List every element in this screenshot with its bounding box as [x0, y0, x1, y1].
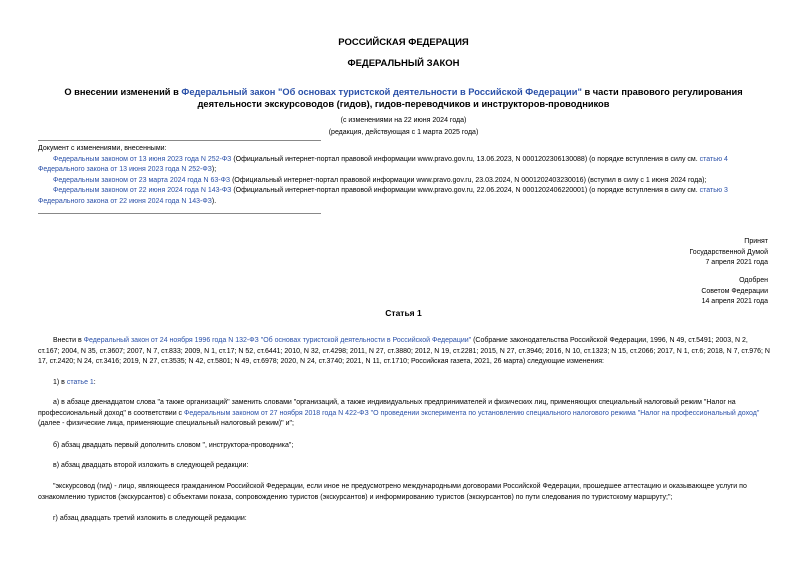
adopted-block — [600, 237, 768, 269]
changes-list — [38, 144, 770, 207]
paragraph-item-1 — [38, 378, 770, 389]
change-item-1-end: ); — [211, 166, 217, 173]
adopted-label: Принят — [744, 238, 768, 245]
change-item-1-text: (Официальный интернет-портал правовой информации www.pravo.gov.ru, 13.06.2023, N 0001202306130088) (о порядке вступления в силу см. — [231, 155, 700, 163]
intro-text-b: (Собрание законодательства Российской Федерации, 1996, N 49, ст.5491; 2003, N 2, ст.167; 2004, N 35, ст.3607; 2007, N 7, ст.833; 2009, N 1, ст.17; N 52, ст.6441; 2010, N 32, ст.4298; 2011, N 27, ст.3880; 2012, N 19, ст.2281; 2015, N 27, ст.3946; 2016, N 10, ст.1323; N 15, ст.2066; 2017, N 1, ст.6; 2018, N 7, ст.976; N 17, ст.2420; N 24, ст.3416; 2019, N 27, ст.3535; N 42, ст.5801; N 49, ст.6978; 2020, N 24, ст.3740; 2021, N 11, ст.1710; Российская газета, 2021, 26 марта) следующие изменения: — [38, 337, 770, 365]
paragraph-item-d: г) абзац двадцать третий изложить в следующей редакции: — [53, 515, 247, 522]
change-item-3 — [38, 186, 770, 207]
approved-date: 14 апреля 2021 года — [701, 298, 768, 305]
change-item-1-link2[interactable]: статью 4 Федерального закона от 13 июня 2023 года N 252-ФЗ — [38, 155, 728, 173]
paragraph-intro — [38, 336, 770, 368]
intro-law-link[interactable]: Федеральный закон от 24 ноября 1996 года N 132-ФЗ "Об основах туристской деятельности в Российской Федерации" — [83, 337, 472, 344]
title-prefix: О внесении изменений в — [64, 87, 182, 97]
item-a-text-b: (далее - физические лица, применяющие специальный налоговый режим)" и"; — [38, 420, 294, 427]
change-item-3-text: (Официальный интернет-портал правовой информации www.pravo.gov.ru, 22.06.2024, N 0001202406220001) (о порядке вступления в силу см. — [231, 187, 700, 194]
law-422-link[interactable]: Федеральным законом от 27 ноября 2018 года N 422-ФЗ "О проведении эксперимента по установлению специального налогового режима "Налог на профессиональный доход" — [184, 409, 760, 417]
changes-heading: Документ с изменениями, внесенными: — [38, 145, 167, 152]
article-1-link[interactable]: статье 1 — [66, 379, 94, 386]
revision-date: (с изменениями на 22 июня 2024 года) — [340, 117, 467, 124]
adopted-body: Государственной Думой — [689, 248, 768, 256]
change-item-2-link[interactable]: Федеральным законом от 23 марта 2024 года N 63-ФЗ — [53, 176, 231, 184]
approved-block — [600, 276, 768, 308]
adopted-date: 7 апреля 2021 года — [705, 259, 768, 266]
change-item-1-link[interactable]: Федеральным законом от 13 июня 2023 года N 252-ФЗ — [53, 155, 232, 163]
doc-type-heading: ФЕДЕРАЛЬНЫЙ ЗАКОН — [347, 58, 460, 69]
title-law-link[interactable]: Федеральный закон "Об основах туристской деятельности в Российской Федерации" — [181, 87, 582, 97]
change-item-2-text: (Официальный интернет-портал правовой информации www.pravo.gov.ru, 23.03.2024, N 0001202403230016) (вступил в силу с 1 июня 2024 года); — [230, 176, 707, 184]
paragraph-guide-definition: "экскурсовод (гид) - лицо, являющееся гражданином Российской Федерации, если иное не предусмотрено международными договорами Российской Федерации, прошедшее аттестацию и оказывающее услуги по ознакомлению туристов (экскурсантов) с объектами показа, сопровождению туристов (экскурсантов) и информированию туристов (экскурсантов) по пути следования по туристскому маршруту;"; — [38, 483, 747, 501]
item-1-text-b: : — [93, 379, 96, 386]
item-a-text-a: а) в абзаце двенадцатом слова "а также организаций" заменить словами "организаций, а также индивидуальных предпринимателей и физических лиц, применяющих специальный налоговый режим "Налог на профессиональный доход" в соответствии с — [38, 399, 736, 417]
approved-body: Советом Федерации — [701, 287, 768, 295]
change-item-3-link[interactable]: Федеральным законом от 22 июня 2024 года N 143-ФЗ — [53, 187, 232, 194]
change-item-2 — [38, 176, 770, 187]
intro-text-a: Внести в — [53, 337, 84, 344]
bottom-divider — [38, 213, 321, 214]
paragraph-item-b: б) абзац двадцать первый дополнить словом ", инструктора-проводника"; — [53, 442, 294, 449]
title-suffix: в части правового регулирования деятельности экскурсоводов (гидов), гидов-переводчиков и инструкторов-проводников — [197, 87, 743, 109]
paragraph-item-a — [38, 398, 770, 430]
revision-effective: (редакция, действующая с 1 марта 2025 года) — [328, 129, 479, 136]
change-item-1 — [38, 155, 770, 176]
country-heading: РОССИЙСКАЯ ФЕДЕРАЦИЯ — [338, 37, 469, 48]
paragraph-item-c: в) абзац двадцать второй изложить в следующей редакции: — [53, 462, 249, 469]
law-title — [40, 86, 767, 110]
approved-label: Одобрен — [739, 277, 768, 284]
top-divider — [38, 140, 321, 141]
item-1-text-a: 1) в — [53, 379, 67, 386]
change-item-3-link2[interactable]: статью 3 Федерального закона от 22 июня 2024 года N 143-ФЗ — [38, 187, 728, 205]
change-item-3-end: ). — [211, 197, 217, 205]
article-heading: Статья 1 — [385, 308, 422, 318]
